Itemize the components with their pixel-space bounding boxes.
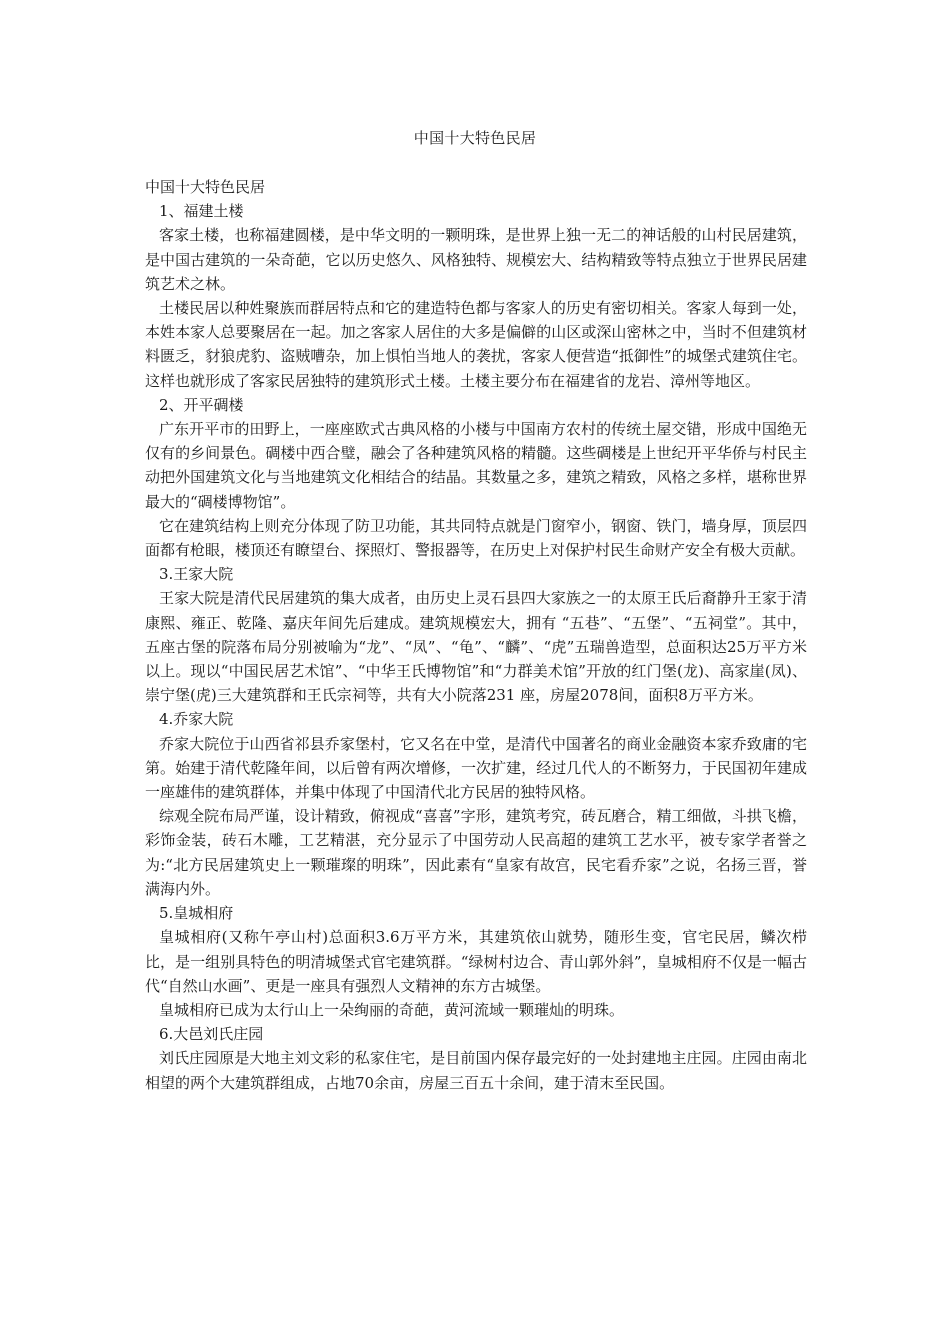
paragraph: 客家土楼，也称福建圆楼，是中华文明的一颗明珠，是世界上独一无二的神话般的山村民居建筑，是中国古建筑的一朵奇葩，它以历史悠久、风格独特、规模宏大、结构精致等特点独立于世界民居建筑艺术之林。 [145, 226, 807, 293]
section-heading: 6.大邑刘氏庄园 [159, 1025, 264, 1044]
paragraph: 它在建筑结构上则充分体现了防卫功能，其共同特点就是门窗窄小，钢窗、铁门，墙身厚，顶层四面都有枪眼，楼顶还有瞭望台、探照灯、警报器等，在历史上对保护村民生命财产安全有极大贡献。 [145, 516, 807, 560]
paragraph: 皇城相府(又称午亭山村)总面积3.6万平方米，其建筑依山就势，随形生变，官宅民居，鳞次栉比，是一组别具特色的明清城堡式官宅建筑群。“绿树村边合、青山郭外斜”，皇城相府不仅是一幅古代“自然山水画”、更是一座具有强烈人文精神的东方古城堡。 [145, 928, 807, 995]
paragraph: 广东开平市的田野上，一座座欧式古典风格的小楼与中国南方农村的传统土屋交错，形成中国绝无仅有的乡间景色。碉楼中西合璧，融会了各种建筑风格的精髓。这些碉楼是上世纪开平华侨与村民主动把外国建筑文化与当地建筑文化相结合的结晶。其数量之多，建筑之精致，风格之多样，堪称世界最大的“碉楼博物馆”。 [145, 420, 807, 511]
paragraph: 综观全院布局严谨，设计精致，俯视成“喜喜”字形，建筑考究，砖瓦磨合，精工细做，斗拱飞檐，彩饰金装，砖石木雕，工艺精湛，充分显示了中国劳动人民高超的建筑工艺水平，被专家学者誉之为:“北方民居建筑史上一颗璀璨的明珠”，因此素有“皇家有故宫，民宅看乔家”之说，名扬三晋，誉满海内外。 [145, 807, 807, 898]
document-body [145, 175, 807, 1095]
section-heading: 3.王家大院 [159, 565, 234, 584]
paragraph: 刘氏庄园原是大地主刘文彩的私家住宅，是目前国内保存最完好的一处封建地主庄园。庄园由南北相望的两个大建筑群组成，占地70余亩，房屋三百五十余间，建于清末至民国。 [145, 1049, 807, 1092]
paragraph: 乔家大院位于山西省祁县乔家堡村，它又名在中堂，是清代中国著名的商业金融资本家乔致庸的宅第。始建于清代乾隆年间，以后曾有两次增修，一次扩建，经过几代人的不断努力，于民国初年建成一座雄伟的建筑群体，并集中体现了中国清代北方民居的独特风格。 [145, 734, 807, 802]
document-subtitle: 中国十大特色民居 [145, 178, 266, 196]
document-title: 中国十大特色民居 [413, 129, 537, 147]
paragraph: 皇城相府已成为太行山上一朵绚丽的奇葩，黄河流域一颗璀灿的明珠。 [159, 1000, 625, 1019]
section-heading: 5.皇城相府 [159, 904, 234, 923]
section-heading: 2、开平碉楼 [159, 395, 244, 414]
section-heading: 4.乔家大院 [159, 710, 234, 729]
paragraph: 土楼民居以种姓聚族而群居特点和它的建造特色都与客家人的历史有密切相关。客家人每到一处，本姓本家人总要聚居在一起。加之客家人居住的大多是偏僻的山区或深山密林之中，当时不但建筑材料匮乏，豺狼虎豹、盗贼嘈杂，加上惧怕当地人的袭扰，客家人便营造“抵御性”的城堡式建筑住宅。这样也就形成了客家民居独特的建筑形式土楼。土楼主要分布在福建省的龙岩、漳州等地区。 [145, 299, 807, 390]
section-heading: 1、福建土楼 [159, 202, 244, 221]
paragraph: 王家大院是清代民居建筑的集大成者，由历史上灵石县四大家族之一的太原王氏后裔静升王家于清康熙、雍正、乾隆、嘉庆年间先后建成。建筑规模宏大，拥有 “五巷”、“五堡”、“五祠堂”。其中，五座古堡的院落布局分别被喻为“龙”、“凤”、“龟”、“麟”、“虎”五瑞兽造型，总面积达25万平方米以上。现以“中国民居艺术馆”、“中华王氏博物馆”和“力群美术馆”开放的红门堡(龙)、高家崖(凤)、崇宁堡(虎)三大建筑群和王氏宗祠等，共有大小院落231 座，房屋2078间，面积8万平方米。 [145, 589, 807, 705]
